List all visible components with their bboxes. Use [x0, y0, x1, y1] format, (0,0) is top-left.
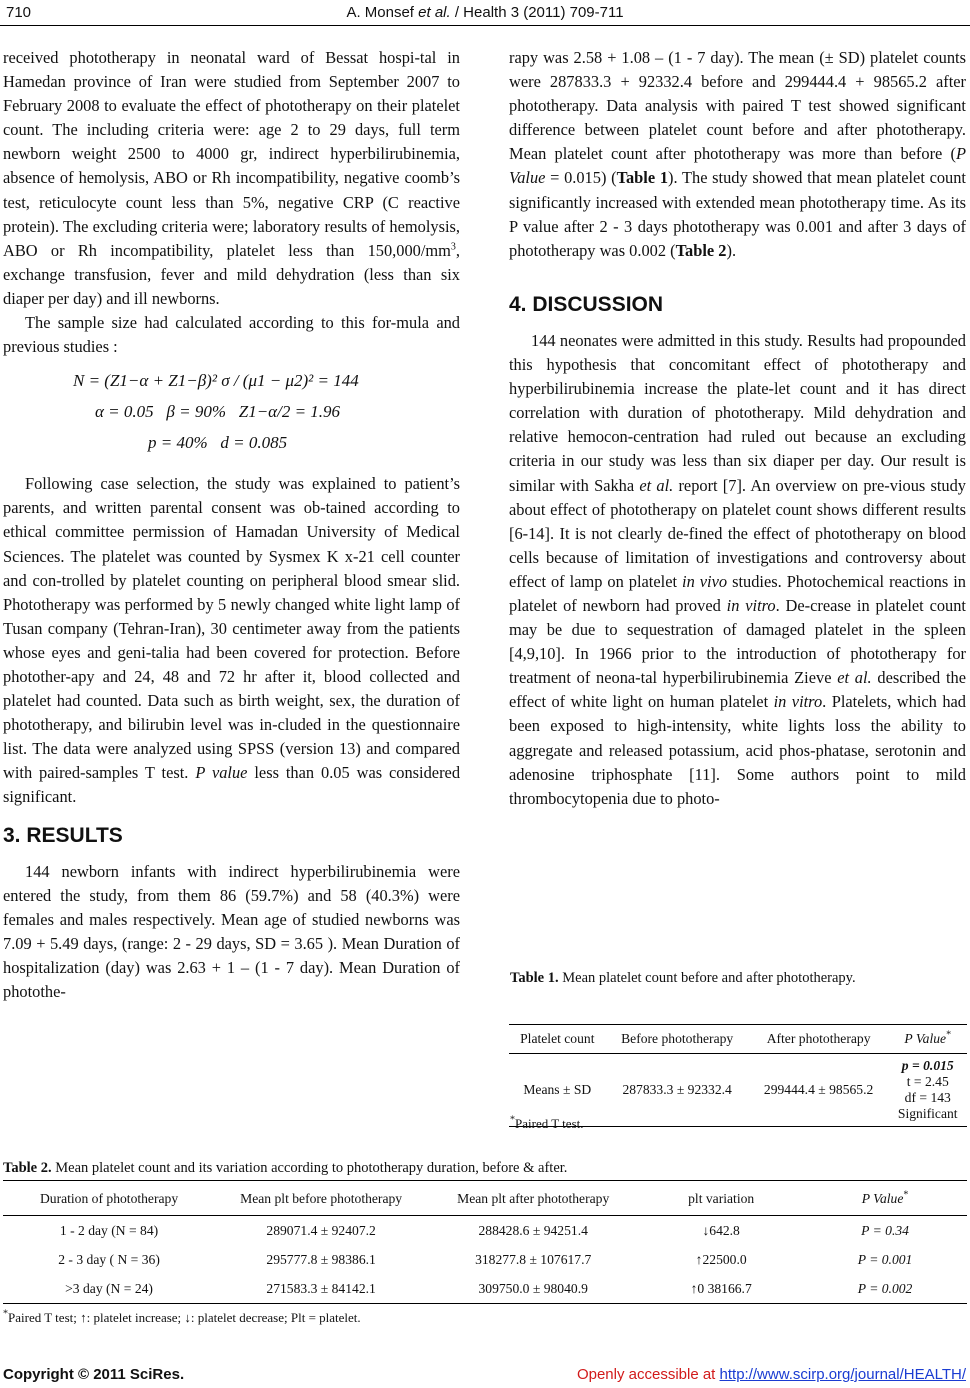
table-2-header: Mean plt after phototherapy: [427, 1181, 639, 1216]
table-row: [3, 1245, 967, 1274]
table-cell: ↓642.8: [702, 1223, 740, 1238]
table-2-header: Duration of phototherapy: [3, 1181, 215, 1216]
paragraph-results-2: rapy was 2.58 + 1.08 – (1 - 7 day). The mean (± SD) platelet counts were 287833.3 + 92332.4 before and 299444.4 + 98565.2 after phototherapy. Data analysis with paired T test showed significant difference between platelet count before and after phototherapy. Mean platelet count after phototherapy was more than before (P Value = 0.015) (Table 1). The study showed that mean platelet count significantly increased with extended mean phototherapy time. As its P value after 2 - 3 days phototherapy was 0.001 and after 3 days of phototherapy was 0.002 (Table 2).: [509, 48, 966, 260]
page-footer: [0, 1358, 970, 1388]
table-2-caption: Table 2. Mean platelet count and its variation according to phototherapy duration, before & after.: [3, 1160, 568, 1176]
table-2-footnote: *Paired T test; ↑: platelet increase; ↓: platelet decrease; Plt = platelet.: [3, 1308, 361, 1325]
section-heading-discussion: 4. DISCUSSION: [509, 292, 664, 316]
paragraph-discussion: 144 neonates were admitted in this study. Results had propounded this hypothesis that concomitant effect of phototherapy and hyperbilirubinemia increase the plate-let count and it has direct correlation with duration of phototherapy. Mild dehydration and relative hemocon-centration had ruled out because an excluding criteria in our study was less than six diaper per day. Our result is similar with Sakha et al. report [7]. An overview on pre-vious study about effect of phototherapy on platelet count shows different results [6-14]. It is not clearly de-fined the effect of phototherapy on blood cells because of limitation of investigations and controversy about effect of lamp on platelet in vivo studies. Photochemical reactions in platelet of newborn had proved in vitro. De-crease in platelet count may be due to sequestration of damaged platelet in the spleen [4,9,10]. In 1966 prior to the introduction of phototherapy for treatment of neona-tal hyperbilirubinemia Zieve et al. described the effect of white light on human platelet in vitro. Platelets, which had been exposed to high-intensity, white lights loss the ability to aggregate and released potassium, acid phos-phatase, serotonin and adenosine triphosphate [11]. Some authors point to mild thrombocytopenia due to photo-: [509, 330, 966, 808]
table-cell: 318277.8 ± 107617.7: [475, 1252, 592, 1267]
table-cell: P = 0.001: [857, 1252, 913, 1267]
table-1-caption: Table 1. Mean platelet count before and after phototherapy.: [510, 970, 856, 986]
formula-line-3: p = 40% d = 0.085: [148, 433, 288, 453]
page-header: [0, 0, 970, 26]
table-cell: 287833.3 ± 92332.4: [606, 1054, 749, 1127]
table-cell: 2 - 3 day ( N = 36): [58, 1252, 160, 1267]
running-head-authors: A. Monsef: [346, 4, 419, 21]
table-cell: P = 0.34: [861, 1223, 909, 1238]
table-2-header: plt variation: [639, 1181, 803, 1216]
open-access-note: Openly accessible at http://www.scirp.org/journal/HEALTH/: [576, 1366, 966, 1383]
table-cell: 1 - 2 day (N = 84): [59, 1223, 159, 1238]
table-2-header: P Value*: [803, 1181, 967, 1216]
table-cell: >3 day (N = 24): [3, 1274, 215, 1304]
table-cell: Means ± SD: [509, 1054, 606, 1127]
header-rule: [0, 25, 970, 26]
running-head-journal: / Health 3 (2011) 709-711: [450, 4, 624, 21]
table-1-header: P Value*: [889, 1025, 968, 1054]
page-number: 710: [6, 4, 32, 21]
table-1-footnote: *Paired T test.: [510, 1114, 584, 1131]
table-1-header: Before phototherapy: [606, 1025, 749, 1054]
right-column: [509, 46, 966, 811]
paragraph-sample-size: The sample size had calculated according to this for-mula and previous studies :: [3, 313, 460, 357]
table-2-header: Mean plt before phototherapy: [215, 1181, 427, 1216]
copyright-notice: Copyright © 2011 SciRes.: [3, 1366, 185, 1383]
journal-link[interactable]: http://www.scirp.org/journal/HEALTH/: [719, 1366, 966, 1383]
table-cell: 295777.8 ± 98386.1: [266, 1252, 376, 1267]
table-row: [3, 1216, 967, 1246]
left-column: [3, 46, 460, 1004]
section-heading-results: 3. RESULTS: [3, 823, 123, 847]
table-1: [509, 1024, 967, 1127]
table-cell: 299444.4 ± 98565.2: [749, 1054, 889, 1127]
table-row: [3, 1274, 967, 1304]
paragraph-methods-1: received phototherapy in neonatal ward of Bessat hospi-tal in Hamedan province of Iran were studied from September 2007 to February 2008 to evaluate the effect of phototherapy on their platelet count. The including criteria were: age 2 to 29 days, full term newborn weight 2500 to 4000 gr, indirect hyperbilirubinemia, absence of hemolysis, ABO or Rh incompatibility, negative coomb’s test, reticulocyte count less than 5%, negative CRP (C reactive protein). The excluding criteria were; laboratory results of hemolysis, ABO or Rh incompatibility, platelet less than $150,000/mm^3$, exchange transfusion, fever and mild dehydration (less than six diaper per day) and ill newborns.: [3, 48, 460, 308]
table-2-header-row: [3, 1181, 967, 1216]
table-cell: ↑22500.0: [695, 1252, 747, 1267]
formula-line-2: α = 0.05 β = 90% Z1−α/2 = 1.96: [95, 402, 341, 422]
running-head-etal: et al.: [418, 4, 451, 21]
table-cell: 288428.6 ± 94251.4: [478, 1223, 588, 1238]
paragraph-methods-2: Following case selection, the study was explained to patient’s parents, and written parental consent was ob-tained according to ethical committee permission of Hamadan University of Medical Sciences. The platelet was counted by Sysmex K x-21 cell counter and con-trolled by platelet counting on peripheral blood smear slid. Phototherapy was performed by 5 newly changed white light lamp of Tusan company (Tehran-Iran), 30 centimeter away from the patients whose eyes and geni-talia had been covered for protection. Before photother-apy and 24, 48 and 72 hr after it, blood collected and platelet had counted. Data such as birth weight, sex, the duration of phototherapy, and bilirubin level was in-cluded in the questionnaire list. The data were analyzed using SPSS (version 13) and compared with paired-samples T test. P value less than 0.05 was considered significant.: [3, 474, 461, 807]
table-cell: 309750.0 ± 98040.9: [427, 1274, 639, 1304]
table-2: [3, 1180, 967, 1304]
sample-size-formula: [3, 365, 460, 458]
table-cell: P = 0.002: [803, 1274, 967, 1304]
table-cell: 289071.4 ± 92407.2: [266, 1223, 376, 1238]
table-1-header: Platelet count: [509, 1025, 606, 1054]
table-1-header: After phototherapy: [749, 1025, 889, 1054]
table-cell-pvalue: p = 0.015 t = 2.45 df = 143 Significant: [889, 1054, 968, 1127]
table-cell: ↑0 38166.7: [639, 1274, 803, 1304]
paragraph-results-1: 144 newborn infants with indirect hyperbilirubinemia were entered the study, from them 86 (59.7%) and 58 (40.3%) were females and males respectively. Mean age of studied newborns was 7.09 + 5.49 days, (range: 2 - 29 days, SD = 3.65 ). Mean Duration of hospitalization (day) was 2.63 + 1 – (1 - 7 day). Mean Duration of photothe-: [3, 861, 460, 1002]
table-cell: 271583.3 ± 84142.1: [215, 1274, 427, 1304]
formula-line-1: N = (Z1−α + Z1−β)² σ / (μ1 − μ2)² = 144: [73, 371, 359, 391]
running-head: [0, 4, 970, 21]
table-1-header-row: [509, 1025, 967, 1054]
